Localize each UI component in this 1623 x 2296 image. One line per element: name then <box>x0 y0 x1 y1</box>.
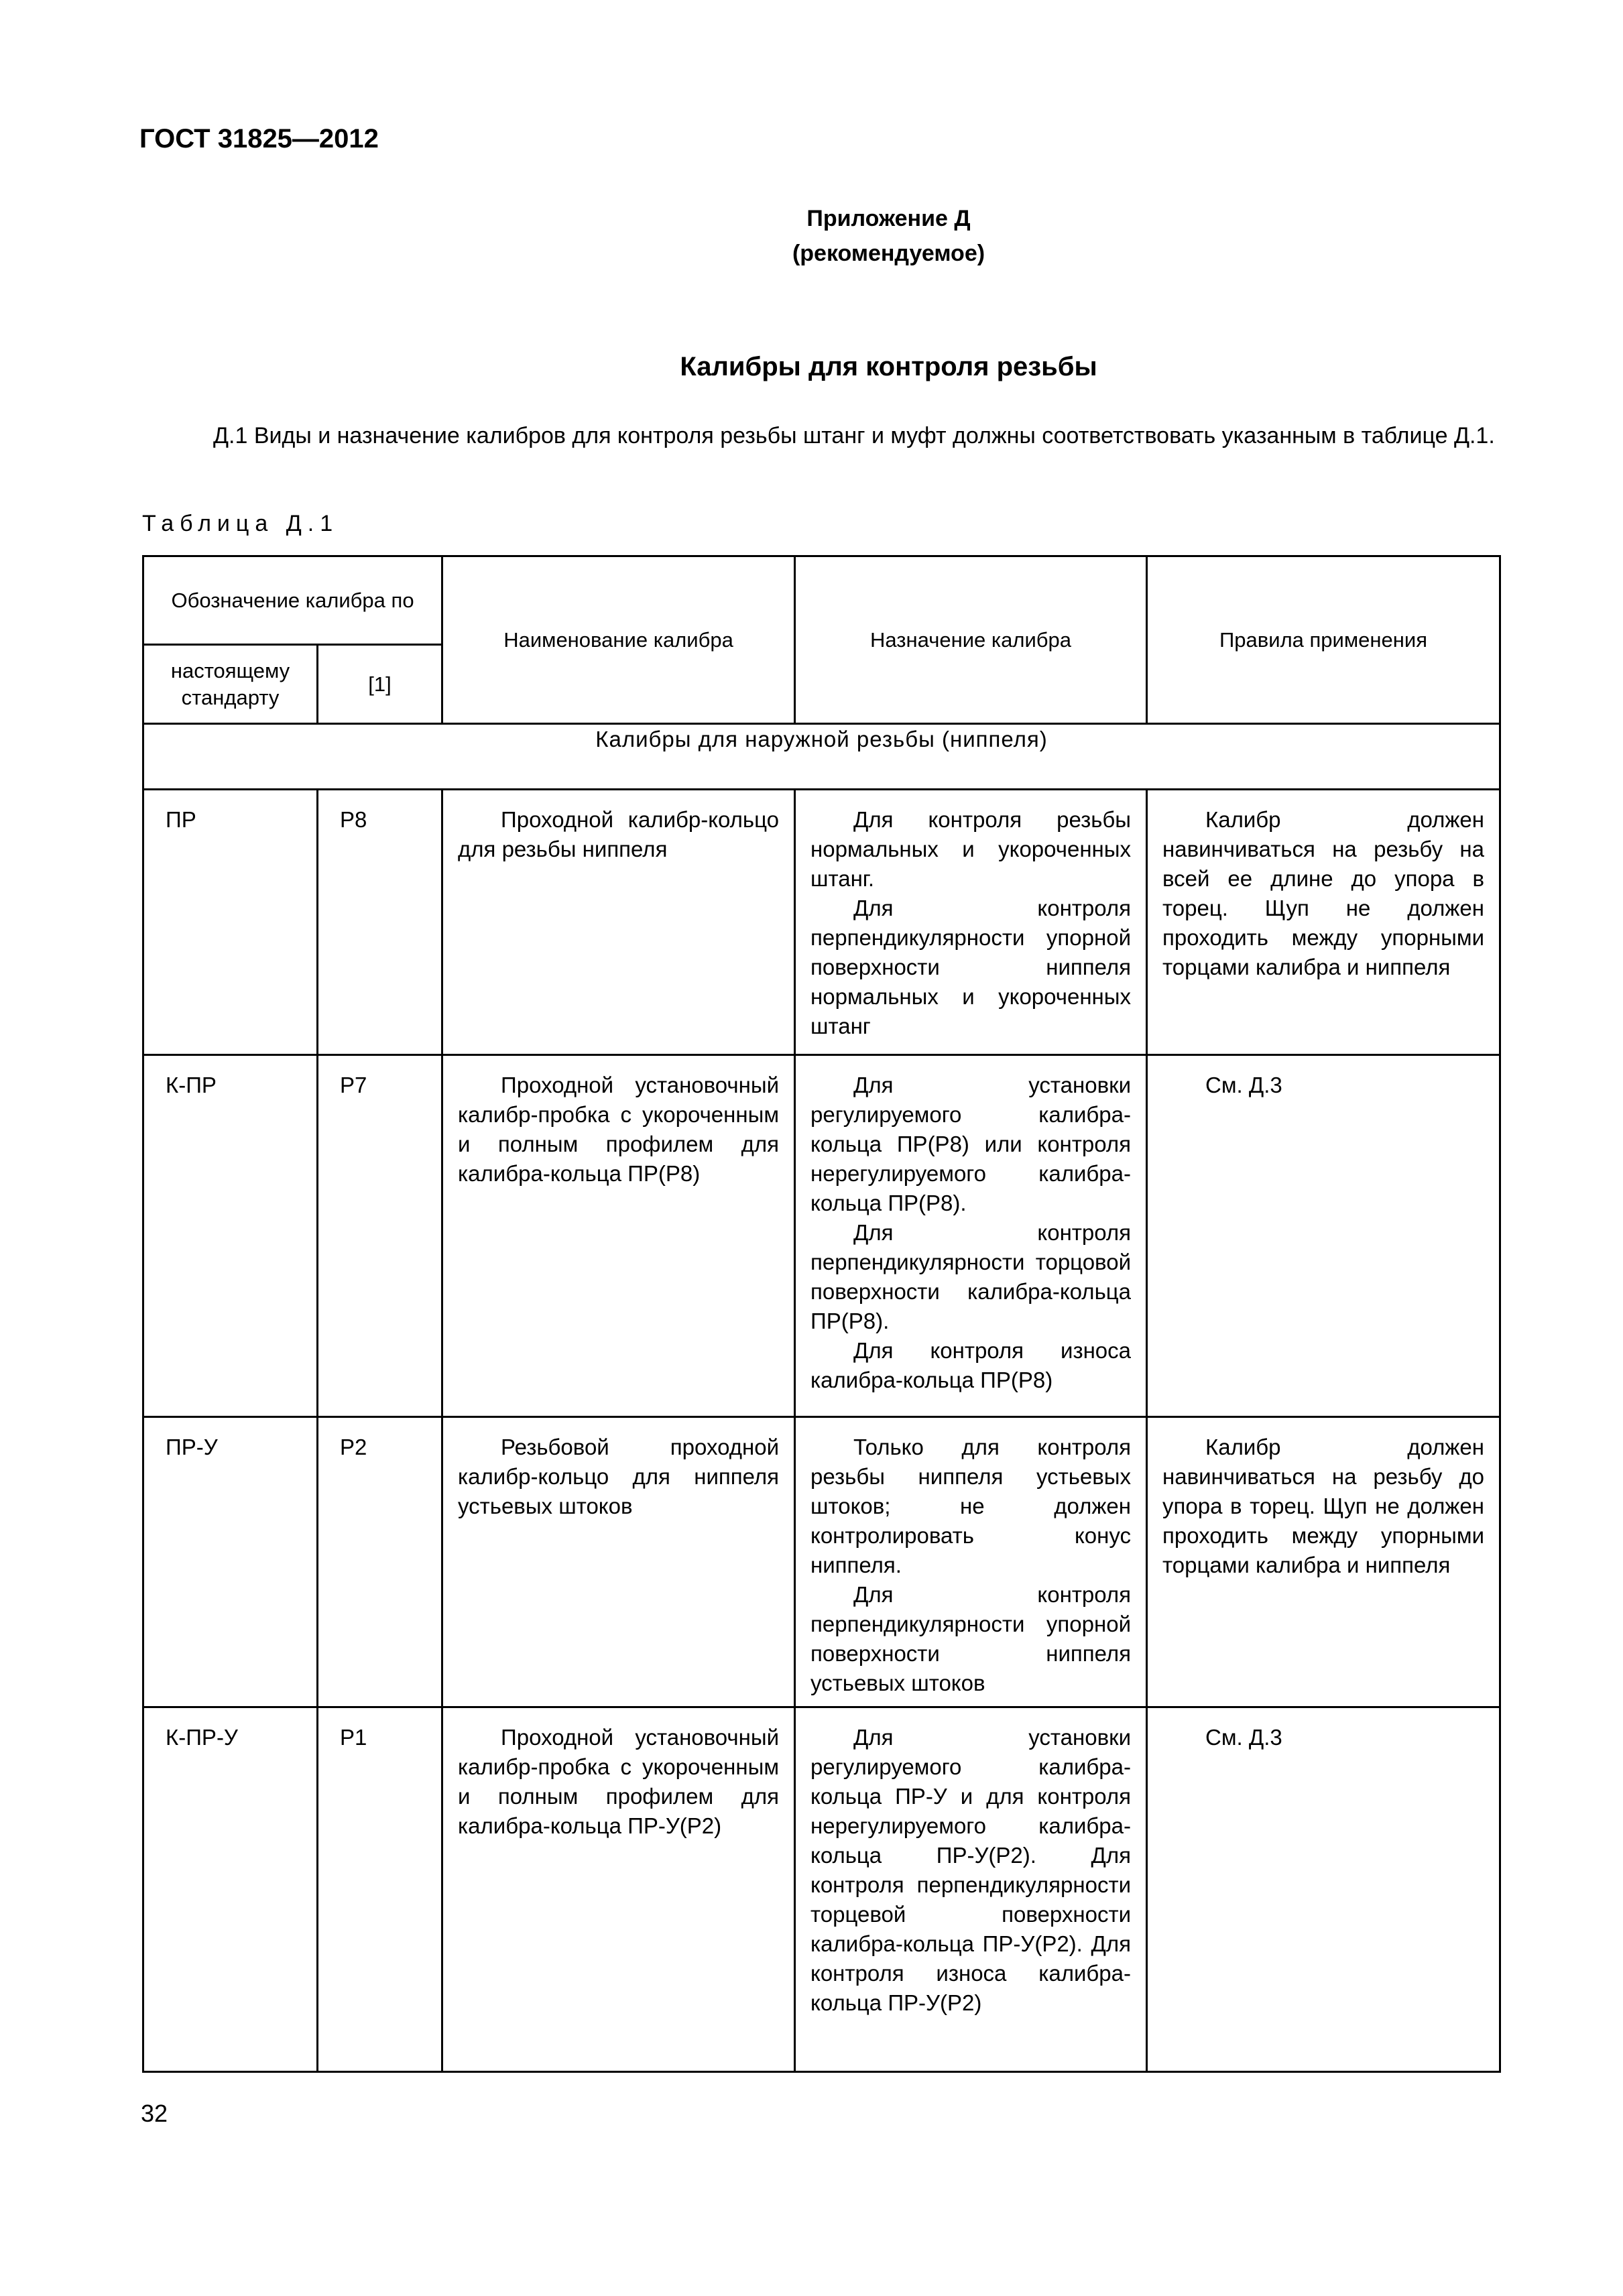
standard-code: ГОСТ 31825—2012 <box>139 124 379 154</box>
cell-purpose: Для контроля резьбы нормальных и укороченных штанг. Для контроля перпендикулярности упорной поверхности ниппеля нормальных и укороченных штанг <box>795 790 1147 1055</box>
cell-rules: Калибр должен навинчиваться на резьбу до упора в торец. Щуп не должен проходить между упорными торцами калибра и ниппеля <box>1147 1417 1500 1707</box>
header-this-standard: настоящему стандарту <box>143 645 318 724</box>
cell-code: К-ПР-У <box>143 1707 318 2072</box>
cell-name: Проходной установочный калибр-пробка с укороченным и полным профилем для калибра-кольца ПР(Р8) <box>442 1055 795 1417</box>
section-title: Калибры для контроля резьбы <box>680 352 1097 381</box>
table-caption: Таблица Д.1 <box>142 511 339 536</box>
intro-paragraph <box>139 419 1496 452</box>
header-purpose: Назначение калибра <box>795 556 1147 724</box>
group-row <box>143 724 1500 790</box>
cell-ref: Р1 <box>318 1707 442 2072</box>
table-row <box>143 790 1500 1055</box>
cell-rules: Калибр должен навинчиваться на резьбу на всей ее длине до упора в торец. Щуп не должен проходить между упорными торцами калибра и ниппеля <box>1147 790 1500 1055</box>
annex-heading <box>0 201 1623 271</box>
table-row <box>143 1707 1500 2072</box>
header-designation: Обозначение калибра по <box>143 556 442 645</box>
cell-code: ПР-У <box>143 1417 318 1707</box>
cell-name: Резьбовой проходной калибр-кольцо для ниппеля устьевых штоков <box>442 1417 795 1707</box>
cell-rules: См. Д.3 <box>1147 1707 1500 2072</box>
header-row <box>143 556 1500 645</box>
table-row <box>143 1055 1500 1417</box>
cell-ref: Р7 <box>318 1055 442 1417</box>
cell-rules: См. Д.3 <box>1147 1055 1500 1417</box>
header-ref: [1] <box>318 645 442 724</box>
intro-paragraph-text: Д.1 Виды и назначение калибров для контроля резьбы штанг и муфт должны соответствовать указанным в таблице Д.1. <box>213 423 1495 448</box>
cell-purpose: Для установки регулируемого калибра-кольца ПР(Р8) или контроля нерегулируемого калибра-кольца ПР(Р8). Для контроля перпендикулярности торцовой поверхности калибра-кольца ПР(Р8). Для контроля износа калибра-кольца ПР(Р8) <box>795 1055 1147 1417</box>
annex-title: Приложение Д <box>806 206 971 231</box>
cell-ref: Р2 <box>318 1417 442 1707</box>
cell-name: Проходной калибр-кольцо для резьбы ниппеля <box>442 790 795 1055</box>
group-title: Калибры для наружной резьбы (ниппеля) <box>143 724 1500 790</box>
cell-ref: Р8 <box>318 790 442 1055</box>
calibers-table <box>142 555 1501 2073</box>
cell-code: ПР <box>143 790 318 1055</box>
header-rules: Правила применения <box>1147 556 1500 724</box>
cell-code: К-ПР <box>143 1055 318 1417</box>
page-number: 32 <box>141 2100 168 2127</box>
header-name: Наименование калибра <box>442 556 795 724</box>
annex-status: (рекомендуемое) <box>792 241 985 266</box>
table-row <box>143 1417 1500 1707</box>
cell-purpose: Только для контроля резьбы ниппеля устьевых штоков; не должен контролировать конус ниппеля. Для контроля перпендикулярности упорной поверхности ниппеля устьевых штоков <box>795 1417 1147 1707</box>
cell-name: Проходной установочный калибр-пробка с укороченным и полным профилем для калибра-кольца ПР-У(Р2) <box>442 1707 795 2072</box>
cell-purpose: Для установки регулируемого калибра-кольца ПР-У и для контроля нерегулируемого калибра-кольца ПР-У(Р2). Для контроля перпендикулярности торцевой поверхности калибра-кольца ПР-У(Р2). Для контроля износа калибра-кольца ПР-У(Р2) <box>795 1707 1147 2072</box>
